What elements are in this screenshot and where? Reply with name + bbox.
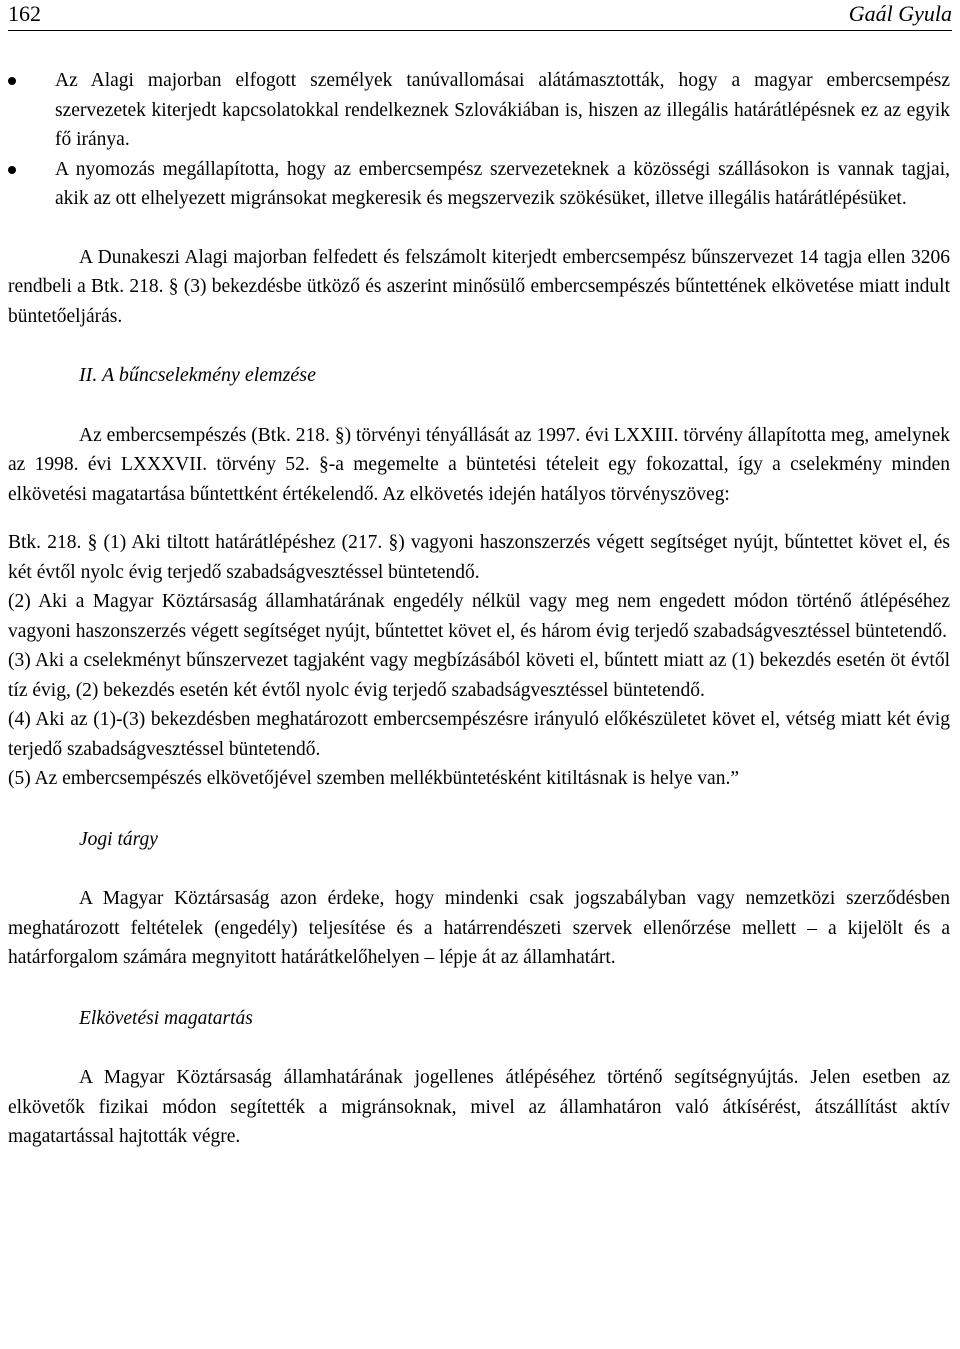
elkovetesi-magatartas-text: A Magyar Köztársaság államhatárának jogellenes átlépéséhez történő segítségnyújtás. Jelen esetben az elkövetők fizikai módon segítették a migránsoknak, mivel az államhatáron való átkísérést, átszállítást aktív magatartással hajtották végre. — [8, 1067, 950, 1147]
jogi-targy-text: A Magyar Köztársaság azon érdeke, hogy mindenki csak jogszabályban vagy nemzetközi szerződésben meghatározott feltételek (engedély) teljesítése és a határrendészeti szervek ellenőrzése mellett – a kijelölt és a határforgalom számára megnyitott határátkelőhelyen – lépje át az államhatárt. — [8, 888, 950, 968]
section-number: II. — [79, 364, 98, 386]
document-body — [8, 66, 950, 1152]
section-title: A bűncselekmény elemzése — [101, 364, 316, 386]
list-item — [8, 155, 950, 214]
statute-text — [8, 528, 950, 794]
elkovetesi-magatartas-heading: Elkövetési magatartás — [79, 1007, 253, 1029]
statute-paragraph: (5) Az embercsempészés elkövetőjével szemben mellékbüntetésként kitiltásnak is helye van.” — [8, 768, 739, 789]
bullet-text: Az Alagi majorban elfogott személyek tanúvallomásai alátámasztották, hogy a magyar embercsempész szervezetek kiterjedt kapcsolatokkal rendelkeznek Szlovákiában is, hiszen az illegális határátlépésnek ez az egyik fő iránya. — [55, 70, 950, 150]
intro-paragraph: A Dunakeszi Alagi majorban felfedett és felszámolt kiterjedt embercsempész bűnszervezet 14 tagja ellen 3206 rendbeli a Btk. 218. § (3) bekezdésbe ütköző és aszerint minősülő embercsempészés bűntettének elkövetése miatt indult büntetőeljárás. — [8, 246, 950, 327]
page-number: 162 — [8, 1, 41, 26]
statute-paragraph: (2) Aki a Magyar Köztársaság államhatárának engedély nélkül vagy meg nem engedett módon történő átlépéséhez vagyoni haszonszerzés végett segítséget nyújt, bűntettet követ el, és három évig terjedő szabadságvesztéssel büntetendő. — [8, 591, 950, 642]
statute-paragraph: (4) Aki az (1)-(3) bekezdésben meghatározott embercsempészésre irányuló előkészületet követ el, vétség miatt két évig terjedő szabadságvesztéssel büntetendő. — [8, 709, 950, 760]
bullet-icon — [8, 77, 16, 85]
running-head: Gaál Gyula — [848, 1, 952, 26]
statute-paragraph: (3) Aki a cselekményt bűnszervezet tagjaként vagy megbízásából követi el, bűntett miatt az (1) bekezdés esetén öt évtől tíz évig, (2) bekezdés esetén két évtől nyolc évig terjedő szabadságvesztéssel büntetendő. — [8, 650, 950, 701]
bullet-list — [8, 66, 950, 214]
statute-paragraph: Btk. 218. § (1) Aki tiltott határátlépéshez (217. §) vagyoni haszonszerzés végett segítséget nyújt, bűntettet követ el, és két évtől nyolc évig terjedő szabadságvesztéssel büntetendő. — [8, 532, 950, 583]
page-header — [8, 0, 952, 31]
bullet-text: A nyomozás megállapította, hogy az embercsempész szervezeteknek a közösségi szállásokon is vannak tagjai, akik az ott elhelyezett migránsokat megkeresik és megszervezik szökésüket, illetve illegális határátlépésüket. — [55, 158, 950, 209]
jogi-targy-heading: Jogi tárgy — [79, 828, 158, 850]
list-item — [8, 66, 950, 155]
history-paragraph: Az embercsempészés (Btk. 218. §) törvényi tényállását az 1997. évi LXXIII. törvény állapította meg, amelynek az 1998. évi LXXXVII. törvény 52. §-a megemelte a büntetési tételeit egy fokozattal, így a cselekmény minden elkövetési magatartása bűntettként értékelendő. Az elkövetés idején hatályos törvényszöveg: — [8, 424, 950, 505]
bullet-icon — [8, 166, 16, 174]
section-heading — [79, 361, 950, 391]
